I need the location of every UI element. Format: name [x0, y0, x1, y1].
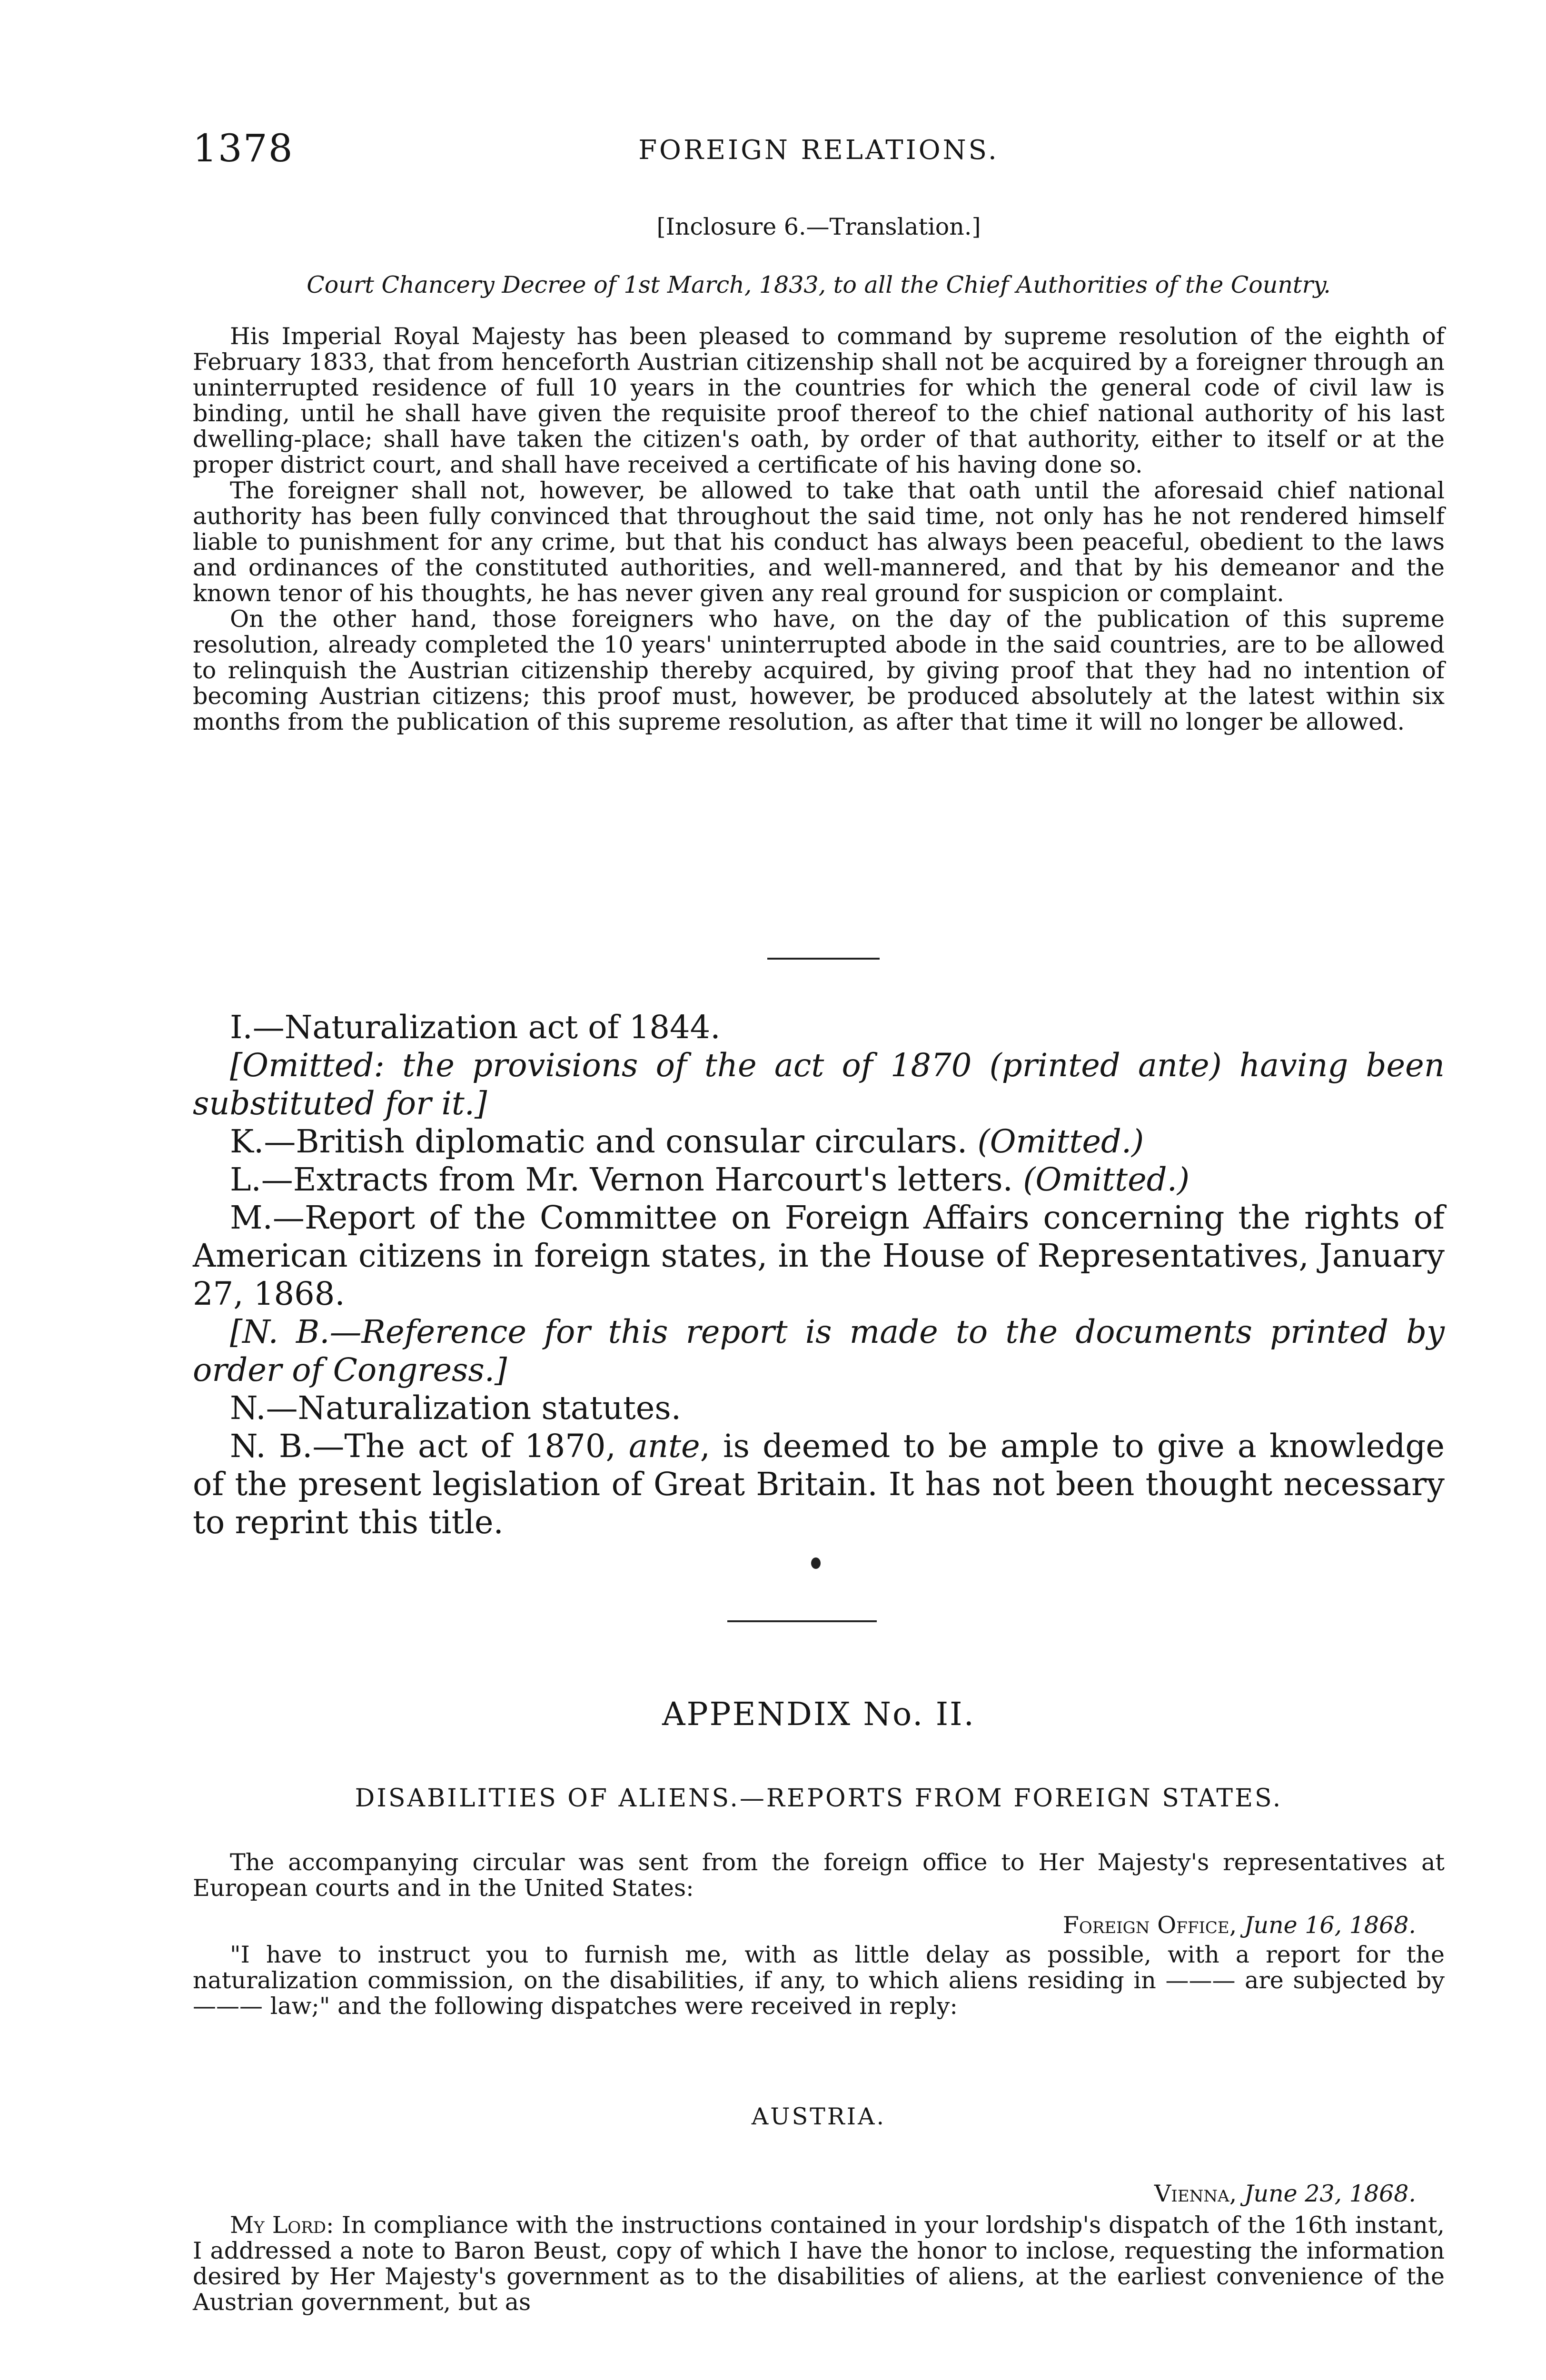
dateline	[193, 1913, 1445, 1938]
section-i-heading: I.—Naturalization act of 1844.	[230, 1009, 721, 1046]
decree-title	[193, 272, 1445, 298]
country-heading-block	[193, 2104, 1445, 2130]
n-note-part2: , is deemed to be ample to give a knowledge of the present legislation of Great Britain. It has not been thought necessary to reprint this title.	[193, 1428, 1445, 1541]
inclosure-label-text: [Inclosure 6.—Translation.]	[656, 213, 981, 240]
page-header	[193, 126, 1445, 174]
dateline-place: Foreign Office,	[1062, 1912, 1237, 1939]
dispatch-text: In compliance with the instructions contained in your lordship's dispatch of the 16th instant, I addressed a note to Baron Beust, copy of which I have the honor to inclose, requesting the information desired by Her Majesty's government as to the disabilities of aliens, at the earliest convenience of the Austrian government, but as	[193, 2211, 1445, 2316]
section-l	[193, 1160, 1445, 1199]
n-note-part1: N. B.—The act of 1870,	[230, 1428, 629, 1465]
sections-block	[193, 1008, 1445, 1541]
appendix-divider	[727, 1620, 877, 1622]
decree-body	[193, 324, 1445, 735]
appendix-title-block	[193, 1696, 1445, 1733]
section-m-heading: M.—Report of the Committee on Foreign Affairs concerning the rights of American citizens in foreign states, in the House of Representatives, January 27, 1868.	[193, 1199, 1445, 1312]
circular-text: "I have to instruct you to furnish me, with as little delay as possible, with a report for the naturalization commission, on the disabilities, if any, to which aliens residing in ——— are subjected by ——— law;" and the following dispatches were received in reply:	[193, 1941, 1445, 2020]
appendix-subtitle-block	[193, 1784, 1445, 1813]
section-divider	[767, 958, 880, 960]
ornament-dot	[811, 1557, 821, 1569]
appendix-subtitle: DISABILITIES OF ALIENS.—REPORTS FROM FOREIGN STATES.	[355, 1784, 1283, 1813]
running-title: FOREIGN RELATIONS.	[638, 135, 999, 166]
section-l-heading: L.—Extracts from Mr. Vernon Harcourt's letters.	[230, 1161, 1013, 1198]
dateline-date: June 16, 1868.	[1244, 1912, 1416, 1939]
decree-paragraph: His Imperial Royal Majesty has been pleased to command by supreme resolution of the eighth of February 1833, that from henceforth Austrian citizenship shall not be acquired by a foreigner through an uninterrupted residence of full 10 years in the countries for which the general code of civil law is binding, until he shall have given the requisite proof thereof to the chief national authority of his last dwelling-place; shall have taken the citizen's oath, by order of that authority, either to itself or at the proper district court, and shall have received a certificate of his having done so.	[193, 323, 1445, 478]
n-note-ante: ante	[628, 1428, 700, 1465]
decree-paragraph: The foreigner shall not, however, be allowed to take that oath until the aforesaid chief national authority has been fully convinced that throughout the said time, not only has he not rendered himself liable to punishment for any crime, but that his conduct has always been peaceful, obedient to the laws and ordinances of the constituted authorities, and well-mannered, and that by his demeanor and the known tenor of his thoughts, he has never given any real ground for suspicion or complaint.	[193, 477, 1445, 607]
section-k-heading: K.—British diplomatic and consular circulars.	[230, 1123, 968, 1160]
section-m-note: [N. B.—Reference for this report is made to the documents printed by order of Congress.]	[193, 1313, 1445, 1388]
dispatch-place: Vienna,	[1154, 2180, 1237, 2207]
appendix-intro	[193, 1850, 1445, 2019]
dispatch-block	[193, 2181, 1445, 2315]
dispatch-dateline	[193, 2181, 1445, 2207]
decree-paragraph: On the other hand, those foreigners who have, on the day of the publication of this supreme resolution, already completed the 10 years' uninterrupted abode in the said countries, are to be allowed to relinquish the Austrian citizenship thereby acquired, by giving proof that they had no intention of becoming Austrian citizens; this proof must, however, be produced absolutely at the latest within six months from the publication of this supreme resolution, as after that time it will no longer be allowed.	[193, 605, 1445, 735]
decree-title-text: Court Chancery Decree of 1st March, 1833, to all the Chief Authorities of the Country.	[307, 271, 1331, 298]
salutation: My Lord:	[230, 2211, 334, 2239]
section-n-heading: N.—Naturalization statutes.	[230, 1389, 682, 1427]
dispatch-paragraph	[193, 2212, 1445, 2315]
section-i-note: [Omitted: the provisions of the act of 1870 (printed ante) having been substituted for it.]	[193, 1047, 1445, 1122]
country-heading: AUSTRIA.	[751, 2103, 886, 2130]
section-k	[193, 1122, 1445, 1160]
section-n-note	[193, 1427, 1445, 1541]
appendix-intro-text: The accompanying circular was sent from the foreign office to Her Majesty's representatives at European courts and in the United States:	[193, 1849, 1445, 1902]
appendix-title: APPENDIX No. II.	[662, 1696, 975, 1733]
page-number: 1378	[193, 126, 294, 170]
dispatch-date: June 23, 1868.	[1244, 2180, 1416, 2207]
inclosure-label	[193, 214, 1445, 240]
section-l-note: (Omitted.)	[1023, 1161, 1190, 1198]
section-k-note: (Omitted.)	[977, 1123, 1144, 1160]
